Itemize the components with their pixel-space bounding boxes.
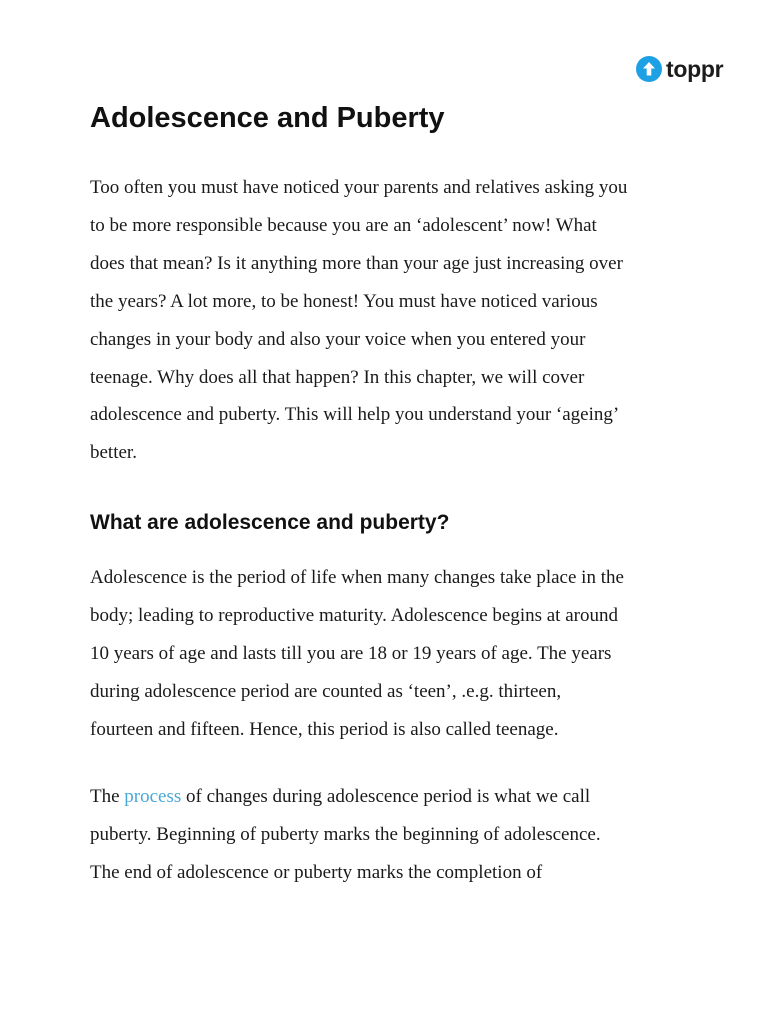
definition-line: fourteen and fifteen. Hence, this period is also called teenage. [90, 718, 559, 740]
puberty-line: The end of adolescence or puberty marks the completion of [90, 861, 543, 883]
puberty-line-prefix: The [90, 786, 125, 807]
toppr-logo [636, 56, 723, 82]
definition-line: during adolescence period are counted as ‘teen’, .e.g. thirteen, [90, 680, 562, 702]
intro-line: better. [90, 442, 137, 464]
logo-text: toppr [666, 56, 724, 82]
intro-line: Too often you must have noticed your parents and relatives asking you [90, 177, 628, 198]
intro-paragraph [90, 169, 710, 472]
arrow-up-circle-icon [636, 56, 662, 82]
definition-line: 10 years of age and lasts till you are 18 or 19 years of age. The years [90, 642, 612, 664]
intro-line: to be more responsible because you are an ‘adolescent’ now! What [90, 214, 597, 236]
section-heading: What are adolescence and puberty? [90, 511, 450, 534]
puberty-line: puberty. Beginning of puberty marks the beginning of adolescence. [90, 823, 601, 845]
puberty-line [90, 778, 710, 816]
puberty-paragraph [90, 778, 710, 892]
intro-line: teenage. Why does all that happen? In this chapter, we will cover [90, 366, 585, 388]
definition-paragraph [90, 559, 710, 749]
intro-line: the years? A lot more, to be honest! You must have noticed various [90, 290, 598, 312]
intro-line: adolescence and puberty. This will help you understand your ‘ageing’ [90, 404, 620, 426]
definition-line: Adolescence is the period of life when many changes take place in the [90, 567, 624, 588]
puberty-line-suffix: of changes during adolescence period is what we call [181, 786, 591, 807]
definition-line: body; leading to reproductive maturity. Adolescence begins at around [90, 604, 618, 626]
process-link[interactable]: process [124, 786, 182, 807]
intro-line: changes in your body and also your voice when you entered your [90, 328, 586, 350]
intro-line: does that mean? Is it anything more than your age just increasing over [90, 252, 623, 274]
page-title: Adolescence and Puberty [90, 102, 445, 134]
